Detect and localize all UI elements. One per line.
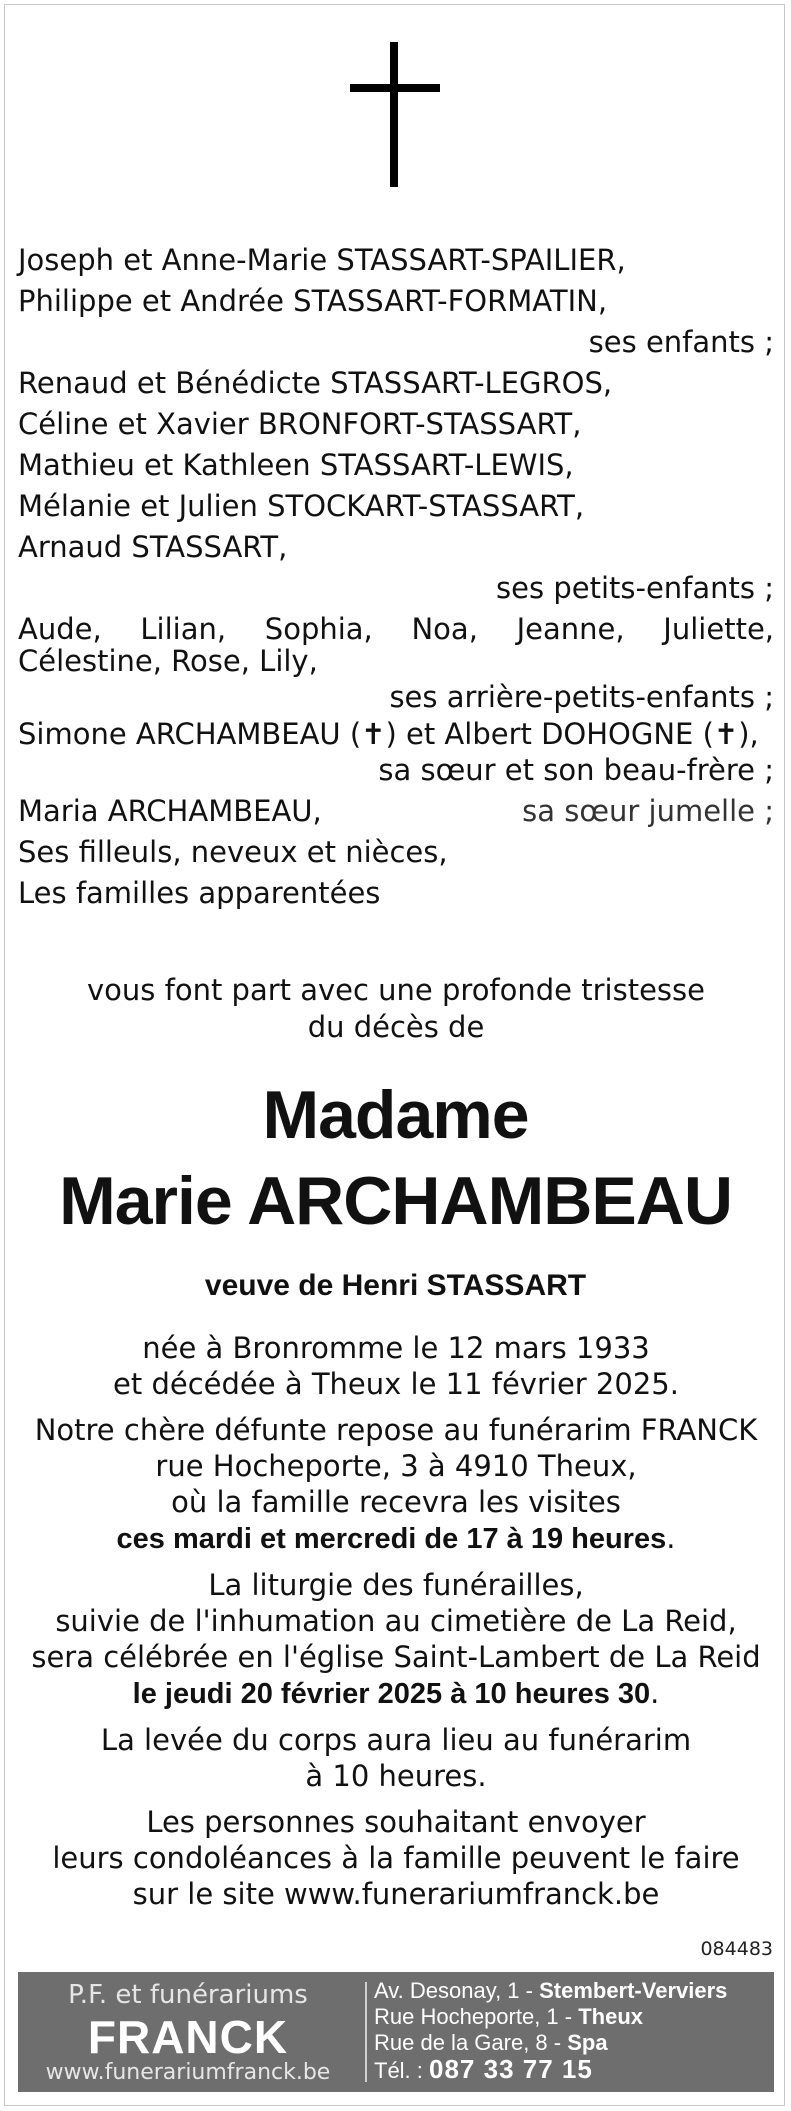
footer-addresses [374, 1978, 770, 2084]
details-block [18, 1330, 774, 1922]
family-line: Renaud et Bénédicte STASSART-LEGROS, [18, 366, 613, 400]
condolences-paragraph [18, 1804, 774, 1912]
footer-brand-block [18, 1972, 358, 2092]
reference-number: 084483 [700, 1938, 773, 1960]
liturgy-line: La liturgie des funérailles, [208, 1568, 584, 1602]
announcement [18, 972, 774, 1046]
footer-phone: Tél. : 087 33 77 15 [374, 2054, 593, 2084]
family-list [18, 240, 774, 914]
condolences-line: Les personnes souhaitant envoyer [146, 1805, 646, 1839]
family-line: Ses filleuls, neveux et nièces, [18, 835, 448, 869]
cross-icon [350, 42, 440, 187]
liturgy-line: suivie de l'inhumation au cimetière de La Reid, [55, 1604, 737, 1638]
liturgy-line: sera célébrée en l'église Saint-Lambert de La Reid [31, 1640, 761, 1674]
relation-label: sa sœur jumelle ; [522, 794, 774, 828]
footer-website: www.funerariumfranck.be [45, 2060, 331, 2085]
widow-of: veuve de Henri STASSART [204, 1269, 587, 1302]
rest-line: rue Hocheporte, 3 à 4910 Theux, [155, 1449, 637, 1483]
family-line: Arnaud STASSART, [18, 530, 288, 564]
family-line: Philippe et Andrée STASSART-FORMATIN, [18, 284, 608, 318]
footer-address: Rue de la Gare, 8 - Spa [374, 2030, 608, 2055]
family-line: Mathieu et Kathleen STASSART-LEWIS, [18, 448, 574, 482]
funeral-home-footer [18, 1972, 774, 2092]
liturgy-paragraph [18, 1567, 774, 1712]
condolences-line: sur le site www.funerariumfranck.be [132, 1877, 660, 1911]
relation-label: ses petits-enfants ; [496, 571, 774, 605]
dates-paragraph [18, 1330, 774, 1402]
announcement-line: du décès de [307, 1010, 485, 1044]
levee-line: à 10 heures. [305, 1759, 487, 1793]
liturgy-date: le jeudi 20 février 2025 à 10 heures 30 [132, 1678, 651, 1710]
deceased-title: Madame [262, 1077, 529, 1153]
footer-pf-label: P.F. et funérariums [68, 1980, 308, 2010]
relation-label: sa sœur et son beau-frère ; [378, 753, 774, 787]
family-line-split [18, 791, 774, 832]
levee-paragraph [18, 1722, 774, 1794]
family-line: Maria ARCHAMBEAU, [18, 794, 322, 828]
deceased-name: Marie ARCHAMBEAU [59, 1163, 732, 1239]
rest-paragraph [18, 1412, 774, 1557]
relation-label: ses enfants ; [588, 325, 774, 359]
family-line: Célestine, Rose, Lily, [18, 644, 318, 678]
visits-line: ces mardi et mercredi de 17 à 19 heures. [116, 1521, 676, 1555]
relation-label: ses arrière-petits-enfants ; [389, 680, 774, 714]
died-line: et décédée à Theux le 11 février 2025. [113, 1367, 679, 1401]
footer-address: Av. Desonay, 1 - Stembert-Verviers [374, 1978, 728, 2003]
rest-line: Notre chère défunte repose au funérarim FRANCK [34, 1413, 758, 1447]
family-line: Les familles apparentées [18, 876, 381, 910]
announcement-line: vous font part avec une profonde tristesse [87, 973, 705, 1007]
family-line: Céline et Xavier BRONFORT-STASSART, [18, 407, 582, 441]
visits-time: ces mardi et mercredi de 17 à 19 heures [116, 1523, 667, 1555]
born-line: née à Bronromme le 12 mars 1933 [142, 1331, 650, 1365]
footer-brand: FRANCK [87, 2011, 289, 2063]
liturgy-date-line: le jeudi 20 février 2025 à 10 heures 30. [132, 1676, 660, 1710]
family-line: Mélanie et Julien STOCKART-STASSART, [18, 489, 585, 523]
footer-address: Rue Hocheporte, 1 - Theux [374, 2004, 644, 2029]
rest-line: où la famille recevra les visites [171, 1485, 621, 1519]
levee-line: La levée du corps aura lieu au funérarim [100, 1723, 692, 1757]
family-line: Simone ARCHAMBEAU (✝) et Albert DOHOGNE (✝), [18, 717, 759, 751]
footer-divider [365, 1982, 367, 2082]
family-line: Joseph et Anne-Marie STASSART-SPAILIER, [18, 243, 626, 277]
family-line: Aude, Lilian, Sophia, Noa, Jeanne, Juliette, [18, 612, 774, 646]
condolences-line: leurs condoléances à la famille peuvent le faire [52, 1841, 740, 1875]
